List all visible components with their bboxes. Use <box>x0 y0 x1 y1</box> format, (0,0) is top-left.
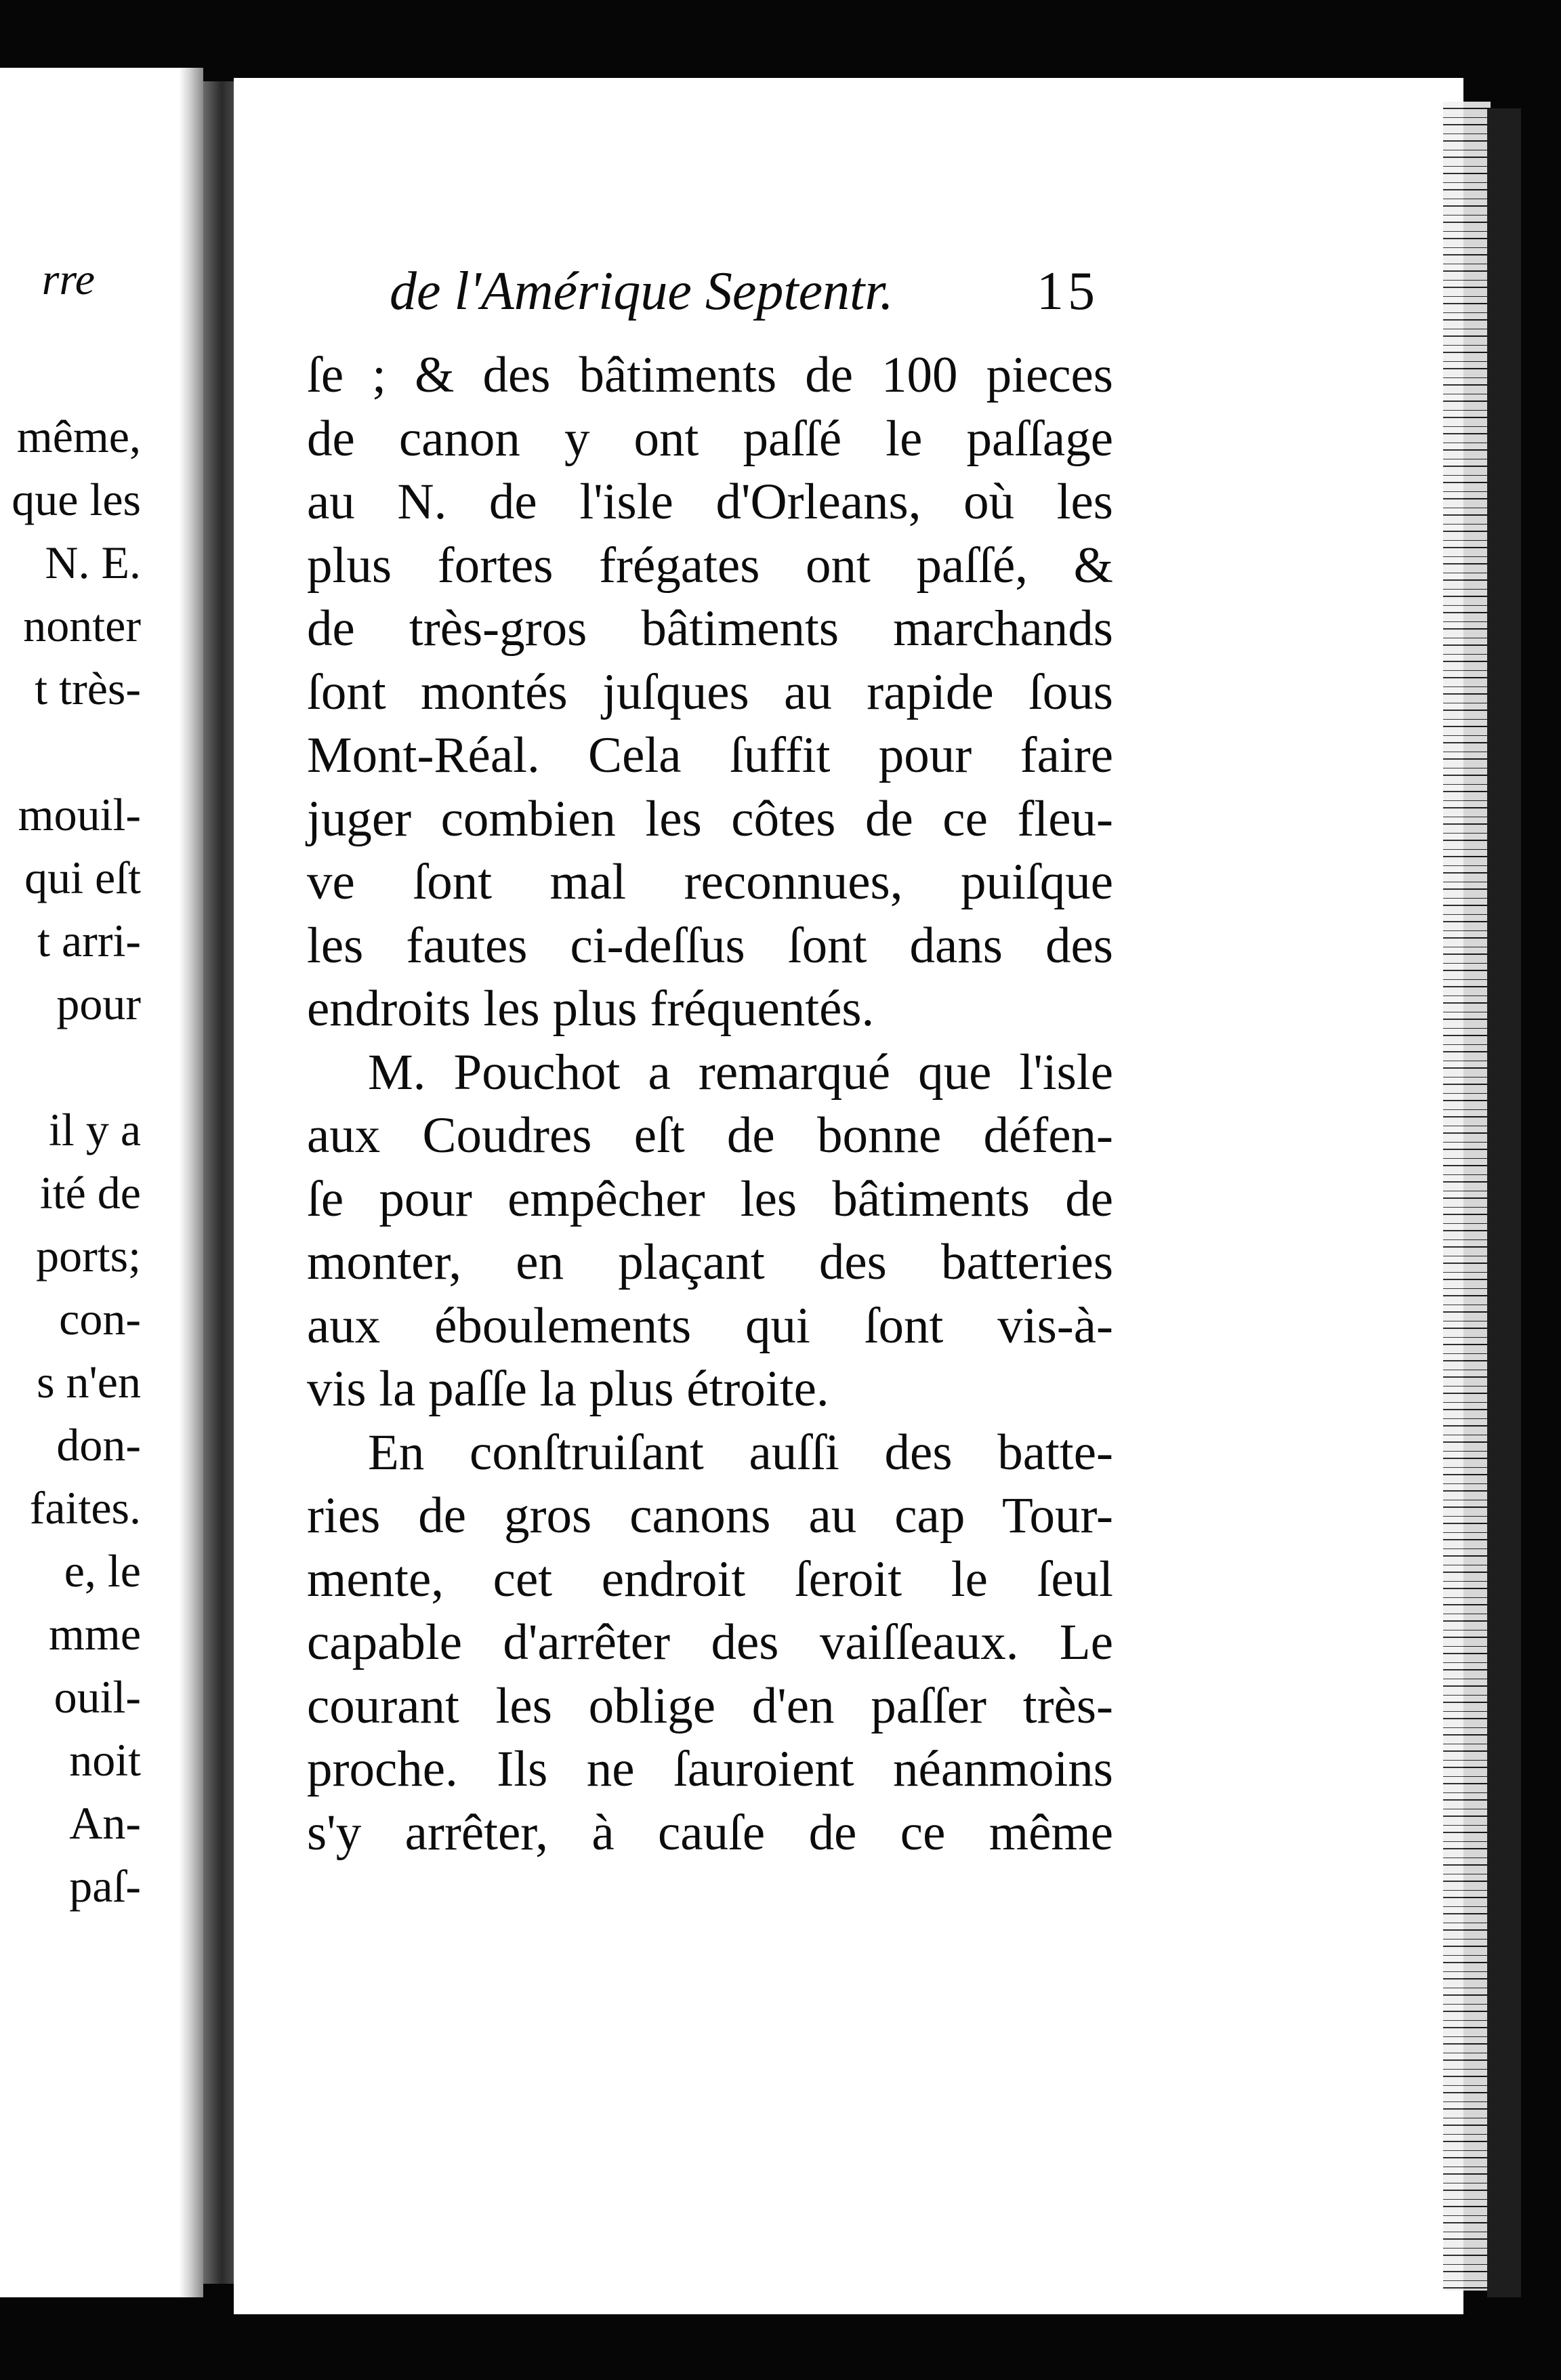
left-line: s n'en <box>37 1356 141 1408</box>
text-line: mente, cet endroit ſeroit le ſeul <box>307 1551 1113 1607</box>
text-line: aux Coudres eſt de bonne défen- <box>307 1107 1113 1164</box>
text-line: de très-gros bâtiments marchands <box>307 600 1113 657</box>
left-line: nonter <box>23 600 141 651</box>
text-line: En conſtruiſant auſſi des batte- <box>368 1424 1113 1481</box>
text-line: au N. de l'isle d'Orleans, où les <box>307 474 1113 530</box>
page-number: 15 <box>1037 262 1099 321</box>
left-line: ité de <box>39 1167 141 1218</box>
text-line: courant les oblige d'en paſſer très- <box>307 1677 1113 1734</box>
left-line: ouil- <box>54 1671 141 1723</box>
text-line: de canon y ont paſſé le paſſage <box>307 410 1113 467</box>
left-line: il y a <box>49 1104 141 1155</box>
left-line: ports; <box>36 1230 141 1281</box>
text-line: ſe ; & des bâtiments de 100 pieces <box>307 347 1113 403</box>
left-line: don- <box>56 1419 141 1471</box>
left-line: e, le <box>64 1545 141 1597</box>
text-line: ve ſont mal reconnues, puiſque <box>307 854 1113 910</box>
gutter-shadow <box>179 68 203 2297</box>
right-page <box>234 78 1463 2314</box>
left-line: An- <box>69 1797 141 1849</box>
text-line: monter, en plaçant des batteries <box>307 1234 1113 1290</box>
text-line: proche. Ils ne ſauroient néanmoins <box>307 1741 1113 1797</box>
text-line: capable d'arrêter des vaiſſeaux. Le <box>307 1614 1113 1670</box>
left-line: paſ- <box>69 1860 141 1912</box>
left-line: pour <box>56 978 141 1029</box>
left-line: N. E. <box>45 537 141 588</box>
text-line: aux éboulements qui ſont vis-à- <box>307 1297 1113 1354</box>
left-line: t arri- <box>37 915 141 966</box>
cover-edge <box>1487 108 1521 2297</box>
left-line: que les <box>12 474 141 525</box>
text-line: s'y arrêter, à cauſe de ce même <box>307 1804 1113 1861</box>
body-text <box>307 344 1113 1864</box>
text-line: endroits les plus fréquentés. <box>307 981 875 1037</box>
left-line: qui eſt <box>24 852 141 903</box>
running-title: de l'Amérique Septentr. <box>390 262 894 321</box>
text-line: juger combien les côtes de ce fleu- <box>307 790 1113 847</box>
text-line: ries de gros canons au cap Tour- <box>307 1488 1113 1544</box>
text-line: ſont montés juſques au rapide ſous <box>307 663 1113 720</box>
left-line: mme <box>49 1608 141 1660</box>
left-line: même, <box>16 411 141 462</box>
page-block-edge <box>1443 102 1491 2291</box>
running-head <box>234 254 1463 329</box>
left-line: noit <box>69 1734 141 1786</box>
text-line: M. Pouchot a remarqué que l'isle <box>368 1044 1113 1101</box>
text-line: plus fortes frégates ont paſſé, & <box>307 537 1113 594</box>
text-line: vis la paſſe la plus étroite. <box>307 1361 829 1417</box>
text-line: les fautes ci-deſſus ſont dans des <box>307 917 1113 974</box>
left-line: t très- <box>35 663 141 714</box>
left-facing-page <box>0 68 203 2297</box>
left-running-head-fragment: rre <box>41 255 95 304</box>
left-line: faites. <box>29 1482 141 1534</box>
left-line: con- <box>59 1293 141 1345</box>
left-line: mouil- <box>18 789 141 840</box>
text-line: Mont-Réal. Cela ſuffit pour faire <box>307 727 1113 783</box>
text-line: ſe pour empêcher les bâtiments de <box>307 1170 1113 1227</box>
